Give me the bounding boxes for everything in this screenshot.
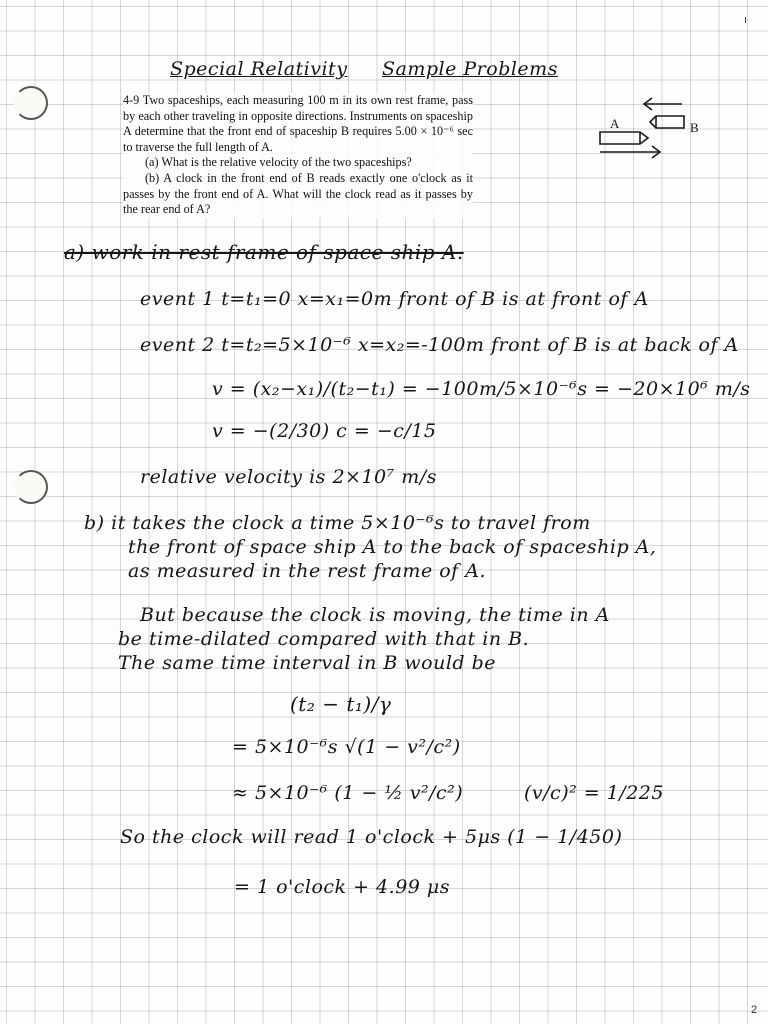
equation-2: = 5×10⁻⁶s √(1 − v²/c²) xyxy=(232,736,461,758)
problem-intro: 4-9 Two spaceships, each measuring 100 m in its own rest frame, pass by each other traveling in opposite directions. Instruments on spaceship A determine that the front end of spaceship B requires 5.00 × 10⁻⁶ sec to traverse the full length of A. xyxy=(123,93,473,154)
relative-velocity: relative velocity is 2×10⁷ m/s xyxy=(140,466,437,488)
solution-b-line-1: b) it takes the clock a time 5×10⁻⁶s to travel from xyxy=(84,512,591,534)
dilation-line-2: be time-dilated compared with that in B. xyxy=(118,628,530,650)
event-2: event 2 t=t₂=5×10⁻⁶ x=x₂=-100m front of B is at back of A xyxy=(140,334,739,356)
problem-statement xyxy=(123,93,473,218)
final-answer: = 1 o'clock + 4.99 μs xyxy=(234,876,451,898)
solution-a-heading: a) work in rest frame of space ship A. xyxy=(64,240,464,264)
problem-part-b: (b) A clock in the front end of B reads exactly one o'clock as it passes by the front end of A. What will the clock read as it passes by the rear end of A? xyxy=(123,170,473,217)
problem-part-a: (a) What is the relative velocity of the two spaceships? xyxy=(145,155,412,170)
title-right: Sample Problems xyxy=(382,58,558,80)
corner-mark-top: ı xyxy=(744,14,748,26)
page-number: 2 xyxy=(751,1004,758,1016)
ship-b-outline xyxy=(650,116,684,128)
title-left: Special Relativity xyxy=(170,58,348,80)
equation-3-side: (v/c)² = 1/225 xyxy=(524,782,664,804)
label-ship-a: A xyxy=(610,116,620,131)
solution-b-line-3: as measured in the rest frame of A. xyxy=(128,560,486,582)
solution-b-line-2: the front of space ship A to the back of spaceship A, xyxy=(128,536,657,558)
binder-hole-middle xyxy=(14,470,48,504)
equation-1: (t₂ − t₁)/γ xyxy=(290,692,392,716)
spaceship-figure xyxy=(596,94,706,164)
clock-reading: So the clock will read 1 o'clock + 5μs (1 − 1/450) xyxy=(120,826,623,848)
dilation-line-1: But because the clock is moving, the time in A xyxy=(140,604,610,626)
event-1: event 1 t=t₁=0 x=x₁=0m front of B is at front of A xyxy=(140,288,649,310)
equation-3: ≈ 5×10⁻⁶ (1 − ½ v²/c²) xyxy=(232,782,464,804)
dilation-line-3: The same time interval in B would be xyxy=(118,652,497,674)
velocity-calc: v = (x₂−x₁)/(t₂−t₁) = −100m/5×10⁻⁶s = −20×10⁶ m/s xyxy=(212,378,751,400)
binder-hole-top xyxy=(14,86,48,120)
velocity-ratio: v = −(2/30) c = −c/15 xyxy=(212,420,437,442)
label-ship-b: B xyxy=(690,120,699,135)
